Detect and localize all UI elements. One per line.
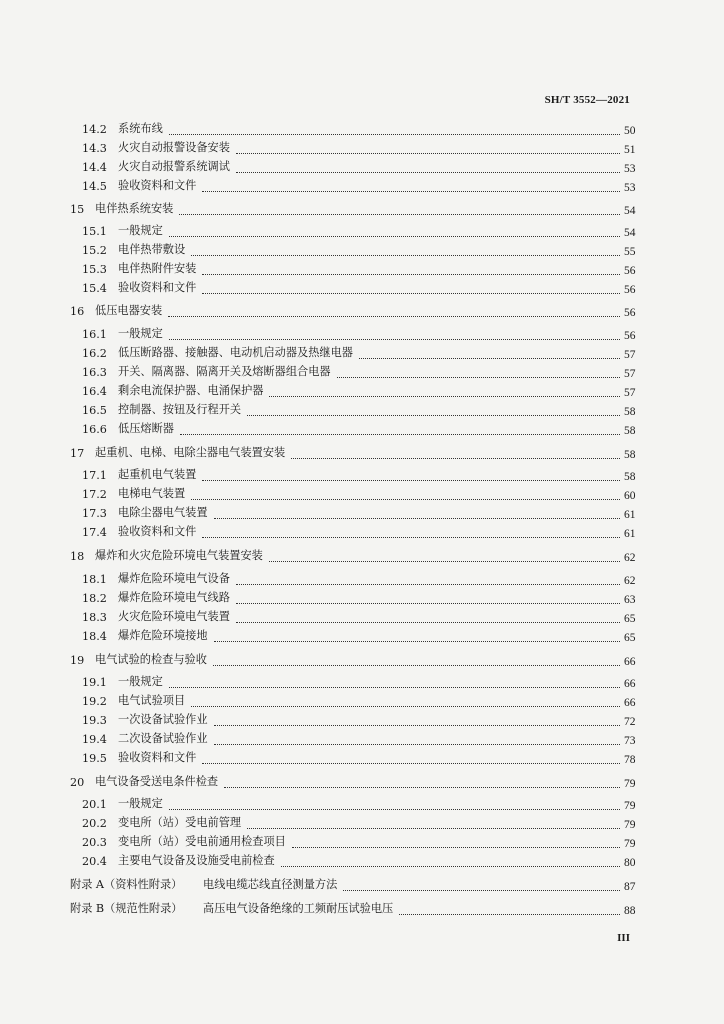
toc-entry-page: 88: [624, 905, 636, 917]
toc-entry-title: 二次设备试验作业: [118, 732, 208, 745]
toc-entry-number: 15: [70, 203, 85, 216]
toc-entry-page: 66: [624, 678, 636, 690]
toc-chapter-row[interactable]: [0, 444, 724, 462]
toc-leader-dots: [236, 603, 620, 604]
toc-entry-page: 61: [624, 509, 636, 521]
toc-entry-page: 57: [624, 387, 636, 399]
toc-entry-title: 爆炸危险环境电气设备: [118, 572, 230, 585]
toc-entry-title: 一般规定: [118, 675, 163, 688]
toc-leader-dots: [399, 914, 620, 915]
toc-entry-number: 18.1: [82, 573, 107, 586]
toc-section-row[interactable]: [0, 627, 724, 645]
toc-entry-number: 17.3: [82, 507, 107, 520]
toc-leader-dots: [169, 809, 620, 810]
toc-leader-dots: [291, 458, 620, 459]
toc-entry-number: 19.2: [82, 695, 107, 708]
toc-leader-dots: [169, 687, 620, 688]
toc-leader-dots: [202, 293, 620, 294]
toc-leader-dots: [191, 706, 620, 707]
toc-leader-dots: [269, 396, 620, 397]
toc-entry-title: 高压电气设备绝缘的工频耐压试验电压: [203, 902, 394, 915]
toc-entry-title: 电气试验的检查与验收: [95, 653, 207, 666]
toc-entry-page: 56: [624, 265, 636, 277]
toc-leader-dots: [343, 890, 620, 891]
toc-section-row[interactable]: [0, 833, 724, 851]
toc-section-row[interactable]: [0, 241, 724, 259]
toc-entry-title: 验收资料和文件: [118, 281, 197, 294]
toc-entry-page: 79: [624, 800, 636, 812]
toc-section-row[interactable]: [0, 222, 724, 240]
toc-entry-page: 79: [624, 778, 636, 790]
toc-leader-dots: [337, 377, 620, 378]
toc-leader-dots: [202, 763, 620, 764]
toc-section-row[interactable]: [0, 795, 724, 813]
toc-section-row[interactable]: [0, 139, 724, 157]
toc-entry-page: 56: [624, 307, 636, 319]
toc-section-row[interactable]: [0, 158, 724, 176]
toc-entry-title: 低压电器安装: [95, 304, 163, 317]
toc-leader-dots: [214, 744, 620, 745]
toc-entry-number: 18.2: [82, 592, 107, 605]
toc-entry-number: 16.1: [82, 328, 107, 341]
toc-section-row[interactable]: [0, 401, 724, 419]
toc-entry-title: 火灾危险环境电气装置: [118, 610, 230, 623]
toc-entry-title: 电除尘器电气装置: [118, 506, 208, 519]
toc-entry-title: 开关、隔离器、隔离开关及熔断器组合电器: [118, 365, 331, 378]
toc-entry-title: 电伴热系统安装: [95, 202, 174, 215]
toc-appendix-row[interactable]: [0, 876, 724, 894]
toc-entry-title: 起重机电气装置: [118, 468, 197, 481]
toc-entry-page: 65: [624, 632, 636, 644]
toc-entry-number: 17.4: [82, 526, 107, 539]
toc-chapter-row[interactable]: [0, 200, 724, 218]
toc-leader-dots: [269, 561, 620, 562]
toc-entry-number: 16.4: [82, 385, 107, 398]
toc-leader-dots: [236, 584, 620, 585]
toc-section-row[interactable]: [0, 382, 724, 400]
toc-entry-number: 17: [70, 447, 85, 460]
toc-section-row[interactable]: [0, 608, 724, 626]
toc-entry-title: 低压断路器、接触器、电动机启动器及热继电器: [118, 346, 353, 359]
toc-entry-page: 53: [624, 182, 636, 194]
toc-entry-title: 爆炸和火灾危险环境电气装置安装: [95, 549, 263, 562]
toc-entry-title: 电伴热附件安装: [118, 262, 197, 275]
toc-entry-page: 62: [624, 552, 636, 564]
toc-leader-dots: [281, 866, 620, 867]
standard-number: SH/T 3552—2021: [544, 94, 630, 106]
toc-entry-page: 66: [624, 656, 636, 668]
toc-section-row[interactable]: [0, 120, 724, 138]
toc-leader-dots: [191, 499, 620, 500]
toc-entry-number: 16.6: [82, 423, 107, 436]
toc-leader-dots: [359, 358, 620, 359]
toc-entry-title: 验收资料和文件: [118, 525, 197, 538]
toc-entry-number: 19: [70, 654, 85, 667]
toc-entry-number: 14.5: [82, 180, 107, 193]
toc-entry-page: 58: [624, 406, 636, 418]
toc-leader-dots: [236, 172, 620, 173]
toc-entry-number: 18: [70, 550, 85, 563]
toc-leader-dots: [180, 434, 620, 435]
toc-entry-title: 火灾自动报警系统调试: [118, 160, 230, 173]
toc-leader-dots: [214, 518, 620, 519]
toc-entry-title: 控制器、按钮及行程开关: [118, 403, 242, 416]
toc-entry-number: 14.4: [82, 161, 107, 174]
toc-entry-title: 验收资料和文件: [118, 179, 197, 192]
toc-entry-title: 变电所（站）受电前管理: [118, 816, 242, 829]
toc-entry-title: 电线电缆芯线直径测量方法: [203, 878, 338, 891]
toc-leader-dots: [236, 153, 620, 154]
toc-entry-page: 72: [624, 716, 636, 728]
toc-section-row[interactable]: [0, 692, 724, 710]
toc-entry-title: 爆炸危险环境接地: [118, 629, 208, 642]
toc-leader-dots: [168, 316, 620, 317]
toc-entry-page: 63: [624, 594, 636, 606]
toc-section-row[interactable]: [0, 279, 724, 297]
toc-entry-page: 58: [624, 425, 636, 437]
toc-leader-dots: [213, 665, 620, 666]
toc-entry-number: 19.4: [82, 733, 107, 746]
toc-chapter-row[interactable]: [0, 773, 724, 791]
toc-entry-number: 附录 B（规范性附录）: [70, 902, 183, 915]
toc-entry-number: 19.3: [82, 714, 107, 727]
toc-section-row[interactable]: [0, 814, 724, 832]
toc-section-row[interactable]: [0, 466, 724, 484]
toc-entry-page: 56: [624, 330, 636, 342]
toc-entry-page: 79: [624, 819, 636, 831]
toc-entry-number: 18.4: [82, 630, 107, 643]
toc-entry-title: 一般规定: [118, 797, 163, 810]
toc-section-row[interactable]: [0, 485, 724, 503]
toc-section-row[interactable]: [0, 730, 724, 748]
toc-entry-page: 51: [624, 144, 636, 156]
toc-section-row[interactable]: [0, 523, 724, 541]
toc-leader-dots: [169, 236, 620, 237]
toc-leader-dots: [179, 214, 620, 215]
toc-entry-title: 一般规定: [118, 224, 163, 237]
toc-section-row[interactable]: [0, 325, 724, 343]
toc-section-row[interactable]: [0, 344, 724, 362]
toc-entry-page: 87: [624, 881, 636, 893]
toc-entry-title: 剩余电流保护器、电涌保护器: [118, 384, 264, 397]
toc-entry-page: 66: [624, 697, 636, 709]
toc-chapter-row[interactable]: [0, 651, 724, 669]
toc-section-row[interactable]: [0, 673, 724, 691]
toc-section-row[interactable]: [0, 504, 724, 522]
toc-chapter-row[interactable]: [0, 302, 724, 320]
toc-section-row[interactable]: [0, 177, 724, 195]
toc-entry-number: 19.1: [82, 676, 107, 689]
toc-section-row[interactable]: [0, 711, 724, 729]
toc-entry-page: 60: [624, 490, 636, 502]
toc-entry-number: 20.1: [82, 798, 107, 811]
toc-leader-dots: [191, 255, 620, 256]
toc-entry-title: 验收资料和文件: [118, 751, 197, 764]
toc-entry-title: 电伴热带敷设: [118, 243, 186, 256]
toc-entry-title: 主要电气设备及设施受电前检查: [118, 854, 275, 867]
toc-entry-number: 18.3: [82, 611, 107, 624]
toc-leader-dots: [247, 415, 620, 416]
toc-leader-dots: [224, 787, 620, 788]
toc-entry-page: 57: [624, 368, 636, 380]
toc-entry-title: 火灾自动报警设备安装: [118, 141, 230, 154]
toc-entry-title: 起重机、电梯、电除尘器电气装置安装: [95, 446, 286, 459]
toc-entry-page: 78: [624, 754, 636, 766]
toc-entry-page: 54: [624, 227, 636, 239]
toc-leader-dots: [202, 191, 620, 192]
toc-entry-page: 80: [624, 857, 636, 869]
toc-section-row[interactable]: [0, 749, 724, 767]
toc-entry-title: 电气设备受送电条件检查: [95, 775, 219, 788]
toc-entry-page: 58: [624, 449, 636, 461]
toc-entry-number: 16.3: [82, 366, 107, 379]
toc-entry-title: 一般规定: [118, 327, 163, 340]
toc-entry-number: 20.2: [82, 817, 107, 830]
toc-leader-dots: [236, 622, 620, 623]
toc-entry-page: 50: [624, 125, 636, 137]
toc-entry-number: 16: [70, 305, 85, 318]
toc-entry-number: 16.2: [82, 347, 107, 360]
toc-entry-number: 15.3: [82, 263, 107, 276]
toc-leader-dots: [292, 847, 620, 848]
toc-entry-number: 20.3: [82, 836, 107, 849]
toc-entry-title: 爆炸危险环境电气线路: [118, 591, 230, 604]
toc-entry-number: 19.5: [82, 752, 107, 765]
toc-section-row[interactable]: [0, 589, 724, 607]
toc-entry-page: 56: [624, 284, 636, 296]
toc-leader-dots: [169, 134, 620, 135]
toc-entry-title: 电梯电气装置: [118, 487, 186, 500]
toc-entry-number: 16.5: [82, 404, 107, 417]
toc-entry-number: 20.4: [82, 855, 107, 868]
toc-entry-page: 54: [624, 205, 636, 217]
toc-entry-number: 17.1: [82, 469, 107, 482]
toc-chapter-row[interactable]: [0, 547, 724, 565]
toc-entry-number: 15.4: [82, 282, 107, 295]
toc-entry-title: 变电所（站）受电前通用检查项目: [118, 835, 286, 848]
toc-entry-title: 系统布线: [118, 122, 163, 135]
toc-entry-page: 61: [624, 528, 636, 540]
toc-entry-number: 20: [70, 776, 85, 789]
toc-leader-dots: [214, 725, 620, 726]
toc-section-row[interactable]: [0, 363, 724, 381]
toc-entry-page: 55: [624, 246, 636, 258]
toc-entry-page: 65: [624, 613, 636, 625]
toc-entry-page: 73: [624, 735, 636, 747]
toc-leader-dots: [169, 339, 620, 340]
toc-entry-title: 低压熔断器: [118, 422, 174, 435]
toc-entry-number: 15.2: [82, 244, 107, 257]
toc-section-row[interactable]: [0, 260, 724, 278]
toc-entry-number: 15.1: [82, 225, 107, 238]
toc-entry-title: 电气试验项目: [118, 694, 186, 707]
page-folio: III: [617, 932, 630, 944]
toc-entry-page: 62: [624, 575, 636, 587]
toc-entry-page: 79: [624, 838, 636, 850]
toc-entry-number: 17.2: [82, 488, 107, 501]
toc-leader-dots: [214, 641, 620, 642]
toc-section-row[interactable]: [0, 570, 724, 588]
toc-entry-page: 58: [624, 471, 636, 483]
toc-leader-dots: [202, 480, 620, 481]
toc-section-row[interactable]: [0, 420, 724, 438]
toc-entry-page: 53: [624, 163, 636, 175]
toc-entry-title: 一次设备试验作业: [118, 713, 208, 726]
toc-entry-number: 14.2: [82, 123, 107, 136]
toc-entry-number: 附录 A（资料性附录）: [70, 878, 183, 891]
toc-appendix-row[interactable]: [0, 900, 724, 918]
toc-leader-dots: [202, 274, 620, 275]
toc-leader-dots: [202, 537, 620, 538]
toc-entry-page: 57: [624, 349, 636, 361]
toc-leader-dots: [247, 828, 620, 829]
toc-section-row[interactable]: [0, 852, 724, 870]
toc-entry-number: 14.3: [82, 142, 107, 155]
